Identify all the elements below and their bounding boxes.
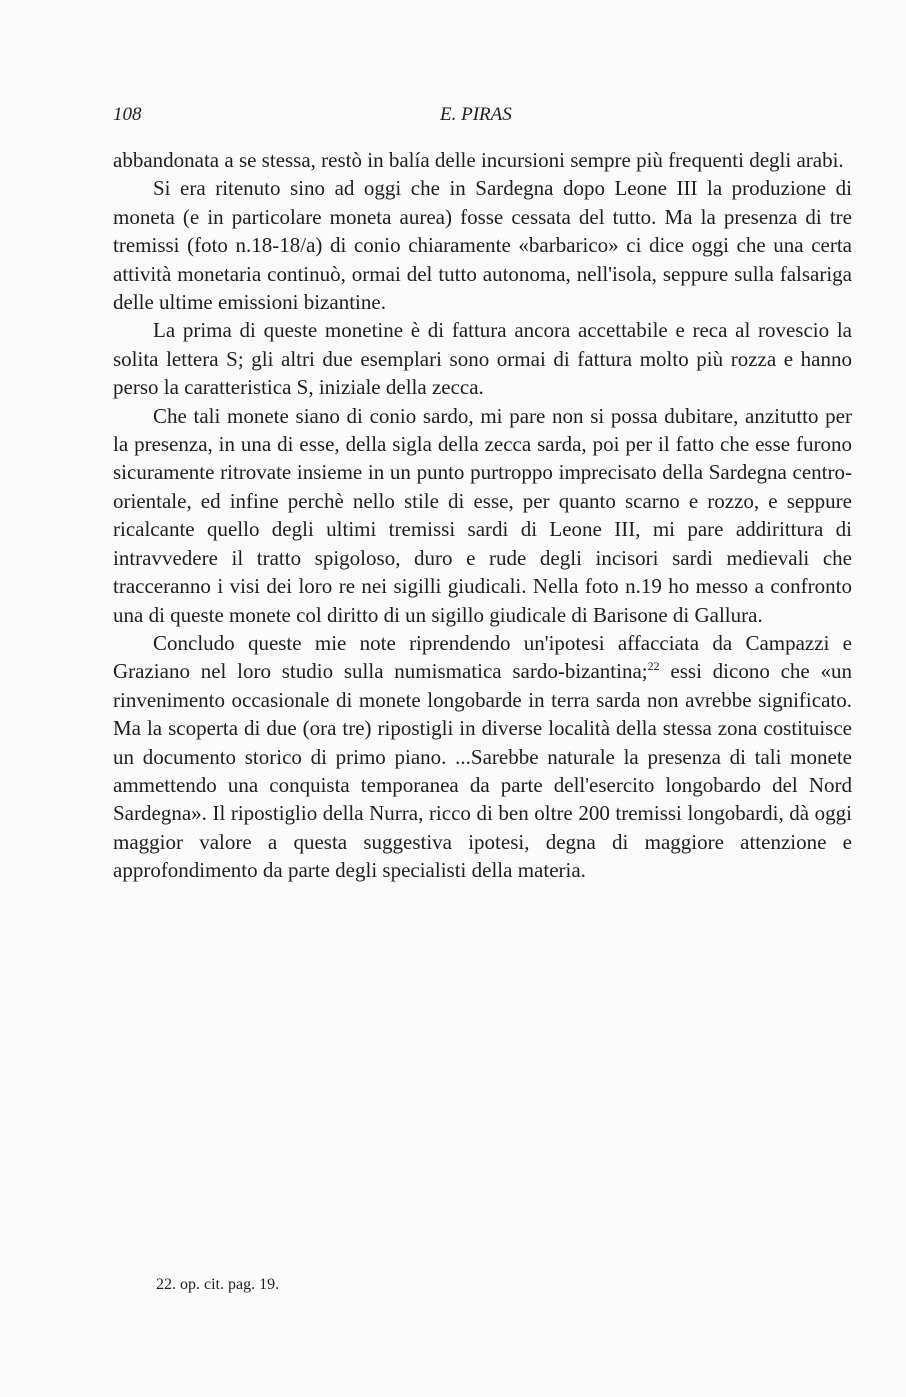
- paragraph: Che tali monete siano di conio sardo, mi pare non si possa dubitare, anzitutto per la presenza, in una di esse, della sigla della zecca sarda, poi per il fatto che esse furono sicuramente ritrovate insieme in un punto purtroppo imprecisato della Sardegna centro-orientale, ed infine perchè nello stile di esse, per quanto scarno e rozzo, e seppure ricalcante quello degli ultimi tremissi sardi di Leone III, mi pare addirittura di intravvedere il tratto spigoloso, duro e rude degli incisori sardi medievali che tracceranno i visi dei loro re nei sigilli giudicali. Nella foto n.19 ho messo a confronto una di queste monete col diritto di un sigillo giudicale di Barisone di Gallura.: [113, 403, 852, 627]
- footnote: 22. op. cit. pag. 19.: [156, 1276, 280, 1293]
- paragraph: La prima di queste monetine è di fattura ancora accettabile e reca al rovescio la solita lettera S; gli altri due esemplari sono ormai di fattura molto più rozza e hanno perso la caratteristica S, iniziale della zecca.: [113, 318, 852, 400]
- paragraph: abbandonata a se stessa, restò in balía delle incursioni sempre più frequenti degli arabi.: [113, 148, 844, 172]
- paragraph: Si era ritenuto sino ad oggi che in Sardegna dopo Leone III la produzione di moneta (e in particolare moneta aurea) fosse cessata del tutto. Ma la presenza di tre tremissi (foto n.18-18/a) di conio chiaramente «barbarico» ci dice oggi che una certa attività monetaria continuò, ormai del tutto autonoma, nell'isola, seppure sulla falsariga delle ultime emissioni bizantine.: [113, 176, 852, 315]
- running-head-author: E. PIRAS: [440, 104, 512, 125]
- body-text: [113, 146, 852, 885]
- running-header: [113, 104, 853, 134]
- footnote-reference: 22: [647, 659, 660, 674]
- page-number: 108: [113, 104, 142, 125]
- paragraph-text: Concludo queste mie note riprendendo un'ipotesi affacciata da Campazzi e Graziano nel loro studio sulla numismatica sardo-bizantina;: [113, 630, 852, 684]
- paragraph: [113, 629, 852, 885]
- paragraph-text: essi dicono che «un rinvenimento occasionale di monete longobarde in terra sarda non avrebbe significato. Ma la scoperta di due (ora tre) ripostigli in diverse località della stessa zona costituisce un documento storico di primo piano. ...Sarebbe naturale la presenza di tali monete ammettendo una conquista temporanea da parte dell'esercito longobardo del Nord Sardegna». Il ripostiglio della Nurra, ricco di ben oltre 200 tremissi longobardi, dà oggi maggior valore a questa suggestiva ipotesi, degna di maggiore attenzione e approfondimento da parte degli specialisti della materia.: [113, 659, 853, 883]
